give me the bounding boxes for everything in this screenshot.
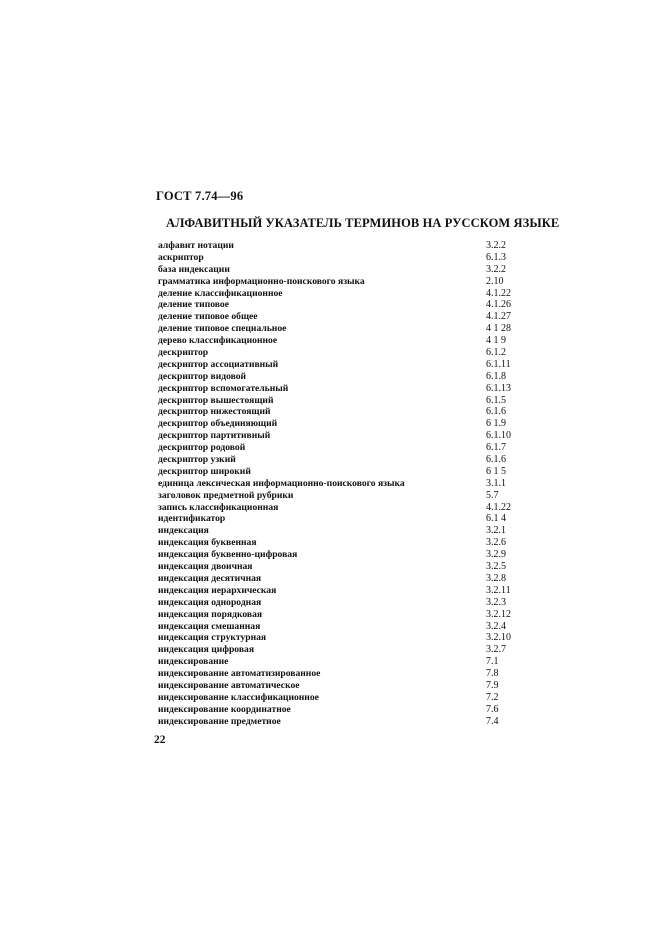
- index-entry: [154, 288, 554, 300]
- index-term: дескриптор видовой: [158, 370, 247, 382]
- index-term: дескриптор нижестоящий: [158, 406, 271, 418]
- document-code: ГОСТ 7.74—96: [156, 189, 244, 203]
- index-term: грамматика информационно-поискового языка: [158, 275, 365, 287]
- index-reference: 7.9: [486, 679, 499, 691]
- index-reference: 6.1.2: [486, 347, 506, 359]
- index-entry: [154, 430, 554, 442]
- index-reference: 4 1 9: [486, 335, 506, 347]
- index-reference: 2.10: [486, 275, 504, 287]
- index-reference: 3.2.12: [486, 608, 511, 620]
- index-term: дескриптор ассоциативный: [158, 358, 279, 370]
- term-index-list: [154, 240, 554, 728]
- index-reference: 3.2.2: [486, 263, 506, 275]
- index-term: индексирование классификационное: [158, 691, 319, 703]
- index-term: индексация порядковая: [158, 608, 263, 620]
- index-term: деление типовое: [158, 299, 229, 311]
- index-term: запись классификационная: [158, 501, 279, 513]
- index-term: индексация буквенно-цифровая: [158, 549, 298, 561]
- index-entry: [154, 513, 554, 525]
- index-reference: 6.1.11: [486, 358, 511, 370]
- index-term: индексирование автоматическое: [158, 679, 300, 691]
- index-term: индексация: [158, 525, 209, 537]
- index-entry: [154, 252, 554, 264]
- index-reference: 7.6: [486, 703, 499, 715]
- index-term: индексирование предметное: [158, 715, 281, 727]
- index-term: индексация буквенная: [158, 537, 257, 549]
- index-term: индексация структурная: [158, 632, 267, 644]
- index-reference: 4.1.26: [486, 299, 511, 311]
- index-reference: 6 1 5: [486, 465, 506, 477]
- index-reference: 6.1.13: [486, 382, 511, 394]
- index-entry: [154, 537, 554, 549]
- index-term: деление типовое специальное: [158, 323, 287, 335]
- index-entry: [154, 692, 554, 704]
- index-reference: 6.1.6: [486, 406, 506, 418]
- index-reference: 3.2.5: [486, 561, 506, 573]
- index-reference: 7.8: [486, 668, 499, 680]
- index-entry: [154, 299, 554, 311]
- index-reference: 3.2.7: [486, 644, 506, 656]
- index-reference: 6.1.5: [486, 394, 506, 406]
- index-term: дескриптор объединяющий: [158, 418, 278, 430]
- index-reference: 3.2.6: [486, 537, 506, 549]
- index-term: дескриптор узкий: [158, 454, 236, 466]
- index-entry: [154, 525, 554, 537]
- index-entry: [154, 621, 554, 633]
- index-entry: [154, 585, 554, 597]
- index-entry: [154, 490, 554, 502]
- index-term: дескриптор широкий: [158, 465, 251, 477]
- index-reference: 3.2.4: [486, 620, 506, 632]
- index-entry: [154, 573, 554, 585]
- index-reference: 4 1 28: [486, 323, 511, 335]
- index-reference: 4.1.22: [486, 501, 511, 513]
- index-term: индексация смешанная: [158, 620, 261, 632]
- index-entry: [154, 549, 554, 561]
- index-entry: [154, 311, 554, 323]
- index-term: индексация десятичная: [158, 572, 262, 584]
- index-entry: [154, 347, 554, 359]
- index-entry: [154, 264, 554, 276]
- index-entry: [154, 323, 554, 335]
- index-entry: [154, 656, 554, 668]
- index-term: деление классификационное: [158, 287, 283, 299]
- section-title: АЛФАВИТНЫЙ УКАЗАТЕЛЬ ТЕРМИНОВ НА РУССКОМ ЯЗЫКЕ: [166, 216, 560, 230]
- index-reference: 4.1.27: [486, 311, 511, 323]
- index-entry: [154, 609, 554, 621]
- index-term: база индексации: [158, 263, 230, 275]
- index-reference: 5.7: [486, 489, 499, 501]
- index-entry: [154, 632, 554, 644]
- index-reference: 3.2.3: [486, 596, 506, 608]
- index-term: дескриптор вышестоящий: [158, 394, 274, 406]
- index-entry: [154, 478, 554, 490]
- index-entry: [154, 716, 554, 728]
- index-reference: 7.4: [486, 715, 499, 727]
- index-entry: [154, 418, 554, 430]
- index-term: индексация иерархическая: [158, 584, 277, 596]
- index-term: индексация двоичная: [158, 561, 253, 573]
- index-reference: 6.1.7: [486, 442, 506, 454]
- index-term: идентификатор: [158, 513, 226, 525]
- index-term: заголовок предметной рубрики: [158, 489, 294, 501]
- index-term: аскриптор: [158, 251, 204, 263]
- index-entry: [154, 359, 554, 371]
- index-reference: 7.1: [486, 656, 499, 668]
- index-term: деление типовое общее: [158, 311, 258, 323]
- index-reference: 4.1.22: [486, 287, 511, 299]
- index-entry: [154, 668, 554, 680]
- page-number: 22: [154, 734, 166, 746]
- index-term: индексирование автоматизированное: [158, 668, 321, 680]
- index-reference: 6.1.10: [486, 430, 511, 442]
- index-entry: [154, 561, 554, 573]
- index-reference: 3.1.1: [486, 477, 506, 489]
- index-entry: [154, 502, 554, 514]
- index-term: индексирование координатное: [158, 703, 291, 715]
- index-reference: 7.2: [486, 691, 499, 703]
- index-entry: [154, 383, 554, 395]
- index-term: алфавит нотации: [158, 240, 234, 251]
- index-term: дескриптор: [158, 347, 209, 359]
- index-entry: [154, 644, 554, 656]
- index-term: дерево классификационное: [158, 335, 278, 347]
- index-entry: [154, 406, 554, 418]
- index-reference: 6.1 4: [486, 513, 506, 525]
- index-entry: [154, 371, 554, 383]
- index-term: дескриптор партитивный: [158, 430, 271, 442]
- index-entry: [154, 442, 554, 454]
- index-reference: 3.2.1: [486, 525, 506, 537]
- index-term: дескриптор родовой: [158, 442, 246, 454]
- index-entry: [154, 395, 554, 407]
- index-term: индексация однородная: [158, 596, 262, 608]
- index-term: индексация цифровая: [158, 644, 255, 656]
- index-entry: [154, 466, 554, 478]
- index-reference: 3.2.8: [486, 572, 506, 584]
- index-reference: 6.1.8: [486, 370, 506, 382]
- index-entry: [154, 335, 554, 347]
- index-entry: [154, 240, 554, 252]
- index-reference: 6.1.6: [486, 454, 506, 466]
- index-reference: 3.2.2: [486, 240, 506, 251]
- index-reference: 3.2.10: [486, 632, 511, 644]
- index-reference: 3.2.11: [486, 584, 511, 596]
- index-entry: [154, 276, 554, 288]
- index-entry: [154, 597, 554, 609]
- index-entry: [154, 680, 554, 692]
- index-reference: 3.2.9: [486, 549, 506, 561]
- index-term: единица лексическая информационно-поискового языка: [158, 477, 405, 489]
- index-term: индексирование: [158, 656, 229, 668]
- index-reference: 6 1.9: [486, 418, 506, 430]
- index-entry: [154, 454, 554, 466]
- index-entry: [154, 704, 554, 716]
- index-reference: 6.1.3: [486, 251, 506, 263]
- index-term: дескриптор вспомогательный: [158, 382, 289, 394]
